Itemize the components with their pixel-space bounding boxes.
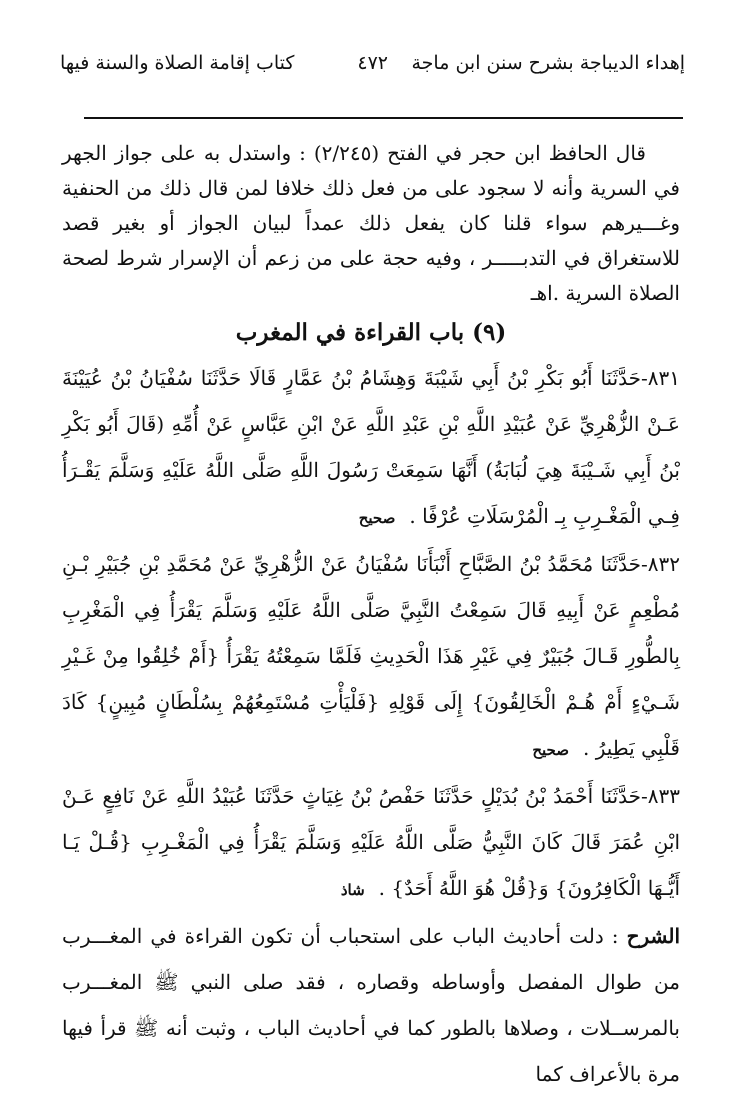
running-header [60, 48, 685, 78]
hadith-833 [62, 773, 680, 913]
hadith-grade: صحيح [358, 509, 396, 527]
header-chapter-title: كتاب إقامة الصلاة والسنة فيها [60, 52, 295, 74]
commentary-paragraph [62, 913, 680, 1097]
header-page-number: ٤٧٢ [357, 52, 388, 74]
hadith-grade: صحيح [532, 741, 569, 759]
hadith-text: ٨٣٢-حَدَّثَنَا مُحَمَّدُ بْنُ الصَّبَّاحِ أَنْبَأَنَا سُفْيَانُ عَنْ الزُّهْرِيِّ عَنْ مُحَمَّدِ بْنِ جُبَيْرِ بْـنِ مُطْعِمٍ عَنْ أَبِيهِ قَالَ سَمِعْتُ النَّبِيَّ صَلَّى اللَّهُ عَلَيْهِ وَسَلَّمَ يَقْرَأُ فِي الْمَغْرِبِ بِالطُّورِ قَـالَ جُبَيْرٌ فِي غَيْرِ هَذَا الْحَدِيثِ فَلَمَّا سَمِعْتُهُ يَقْرَأُ {أَمْ خُلِقُوا مِنْ غَـيْرِ شَـيْءٍ أَمْ هُـمْ الْخَالِقُونَ} إِلَى قَوْلِهِ {فَلْيَأْتِ مُسْتَمِعُهُمْ بِسُلْطَانٍ مُبِينٍ} كَادَ قَلْبِي يَطِيرُ . [62, 552, 680, 760]
header-book-title: إهداء الديباجة بشرح سنن ابن ماجة [411, 52, 685, 74]
section-heading: (٩) باب القراءة في المغرب [235, 319, 507, 346]
commentary-label: الشرح [626, 924, 681, 948]
commentary-text: : دلت أحاديث الباب على استحباب أن تكون القراءة في المغـــرب من طوال المفصل وأوساطه وقصاره ، فقد صلى النبي ﷺ المغـــرب بالمرســلات ، وصلاها بالطور كما في أحاديث الباب ، وثبت أنه ﷺ قرأ فيها مرة بالأعراف كما [62, 924, 680, 1086]
page-body [62, 136, 680, 1097]
hadith-832 [62, 541, 680, 773]
header-divider [84, 117, 683, 119]
hadith-831 [62, 355, 680, 541]
intro-paragraph: قال الحافظ ابن حجر في الفتح (٢/٢٤٥) : واستدل به على جواز الجهر في السرية وأنه لا سجود على من فعل ذلك خلافا لمن قال ذلك من الحنفية وغـــيرهم سواء قلنا كان يفعل ذلك عمداً لبيان الجواز أو بغير قصد للاستغراق في التدبـــــر ، وفيه حجة على من زعم أن الإسرار شرط لصحة الصلاة السرية .اهـ [62, 141, 680, 305]
hadith-text: ٨٣٣-حَدَّثَنَا أَحْمَدُ بْنُ بُدَيْلٍ حَدَّثَنَا حَفْصُ بْنُ غِيَاثٍ حَدَّثَنَا عُبَيْدُ اللَّهِ عَنْ نَافِعٍ عَـنْ ابْنِ عُمَرَ قَالَ كَانَ النَّبِيُّ صَلَّى اللَّهُ عَلَيْهِ وَسَلَّمَ يَقْرَأُ فِي الْمَغْـرِبِ {قُـلْ يَـا أَيُّـهَا الْكَافِرُونَ} وَ{قُلْ هُوَ اللَّهُ أَحَدٌ} . [62, 784, 680, 900]
hadith-grade: شاذ [340, 881, 365, 899]
hadith-text: ٨٣١-حَدَّثَنَا أَبُو بَكْرِ بْنُ أَبِي شَيْبَةَ وَهِشَامُ بْنُ عَمَّارٍ قَالَا حَدَّثَنَا سُفْيَانُ بْنُ عُيَيْنَةَ عَـنْ الزُّهْرِيِّ عَنْ عُبَيْدِ اللَّهِ بْنِ عَبْدِ اللَّهِ عَنْ ابْنِ عَبَّاسٍ عَنْ أُمِّهِ (قَالَ أَبُو بَكْرِ بْنُ أَبِي شَـيْبَةَ هِيَ لُبَابَةُ) أَنَّهَا سَمِعَتْ رَسُولَ اللَّهِ صَلَّى اللَّهُ عَلَيْهِ وَسَلَّمَ يَقْـرَأُ فِـي الْمَغْـرِبِ بِـ الْمُرْسَلَاتِ عُرْفًا . [62, 366, 680, 528]
